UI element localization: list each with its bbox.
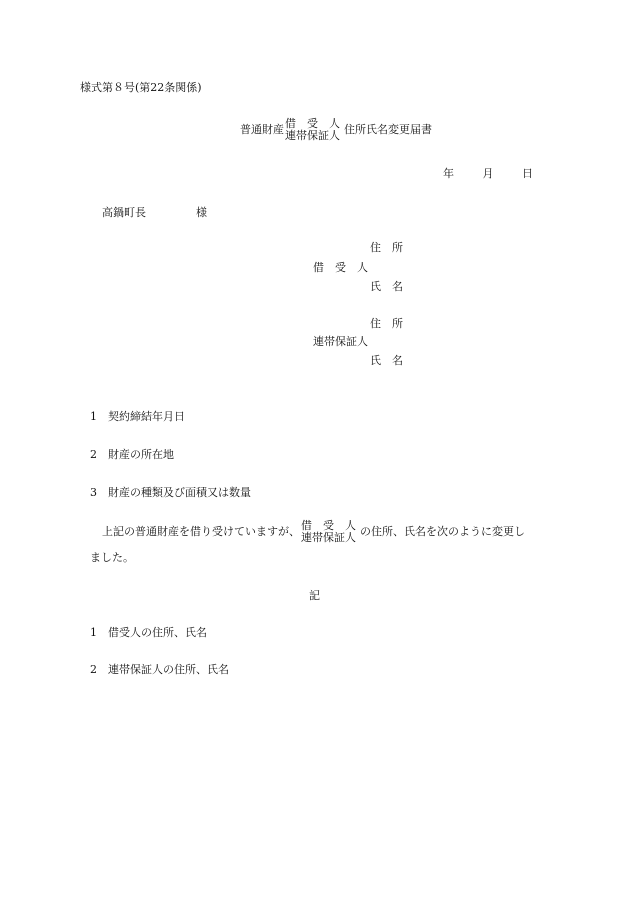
item-3 [90,487,251,498]
body-stack-top: 借 受 人 [301,519,356,532]
borrower-address-label: 住 所 [370,241,403,254]
title-stack-top: 借 受 人 [285,117,340,130]
guarantor-name-label: 氏 名 [370,354,403,367]
body-line-2: ました。 [90,551,134,564]
body-suffix: の住所、氏名を次のように変更し [360,525,525,539]
change-number: 2 [90,663,97,676]
change-text: 借受人の住所、氏名 [108,626,207,639]
body-stack [301,520,359,543]
item-number: 2 [90,448,97,461]
addressee-honorific: 様 [196,206,207,219]
borrower-label: 借 受 人 [313,261,368,274]
date-day: 日 [522,167,533,180]
document-title [240,118,432,141]
ki-mark: 記 [309,589,320,602]
item-number: 3 [90,486,97,499]
date-year: 年 [443,167,454,180]
body-line-1 [102,520,525,543]
item-1 [90,411,185,422]
title-stack [285,118,343,141]
item-text: 契約締結年月日 [108,410,185,423]
title-prefix: 普通財産 [240,123,284,137]
change-number: 1 [90,626,97,639]
date-month: 月 [482,167,494,180]
body-prefix: 上記の普通財産を借り受けていますが、 [102,525,300,539]
item-text: 財産の所在地 [108,448,174,461]
guarantor-label: 連帯保証人 [313,335,368,348]
form-number: 様式第８号(第22条関係) [80,81,202,94]
borrower-name-label: 氏 名 [370,280,403,293]
title-stack-bottom: 連帯保証人 [285,128,340,142]
change-1 [90,627,207,638]
body-stack-bottom: 連帯保証人 [301,530,356,544]
item-2 [90,449,174,460]
item-number: 1 [90,410,97,423]
title-suffix: 住所氏名変更届書 [344,123,432,137]
item-text: 財産の種類及び面積又は数量 [108,486,251,499]
guarantor-address-label: 住 所 [370,317,403,330]
change-text: 連帯保証人の住所、氏名 [108,663,229,676]
change-2 [90,664,229,675]
date-line [443,168,533,179]
addressee-name: 高鍋町長 [102,206,146,219]
